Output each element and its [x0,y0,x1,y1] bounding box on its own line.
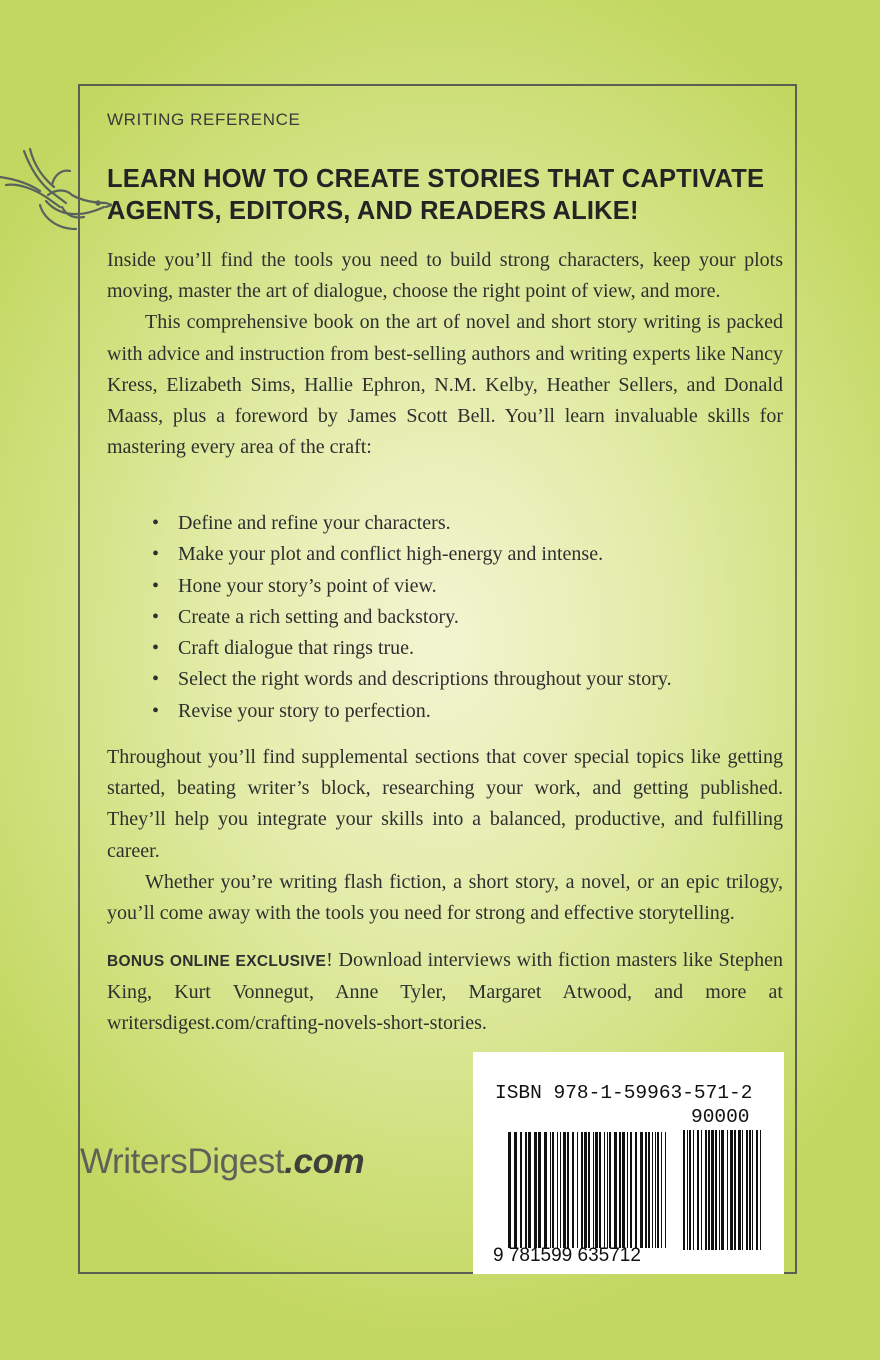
intro-paragraph: Inside you’ll find the tools you need to build strong characters, keep your plots moving, master the art of dialogue, choose the right point of view, and more. [107,249,783,303]
barcode-bar [749,1130,751,1250]
bonus-exclamation: ! [326,949,333,971]
barcode-panel [473,1052,784,1274]
barcode-bar [552,1132,554,1248]
barcode-bar [581,1132,583,1248]
publisher-suffix: .com [284,1142,365,1181]
supplemental-paragraph: Throughout you’ll find supplemental sections that cover special topics like getting started, beating writer’s block, researching your work, and getting published. They’ll help you integrate your skills into a balanced, productive, and fulfilling career. [107,746,783,862]
barcode-bar [584,1132,587,1248]
barcode-bar [701,1130,702,1250]
barcode-bar [645,1132,647,1248]
barcode-bar [619,1132,621,1248]
barcode-bar [683,1130,685,1250]
barcode-bar [738,1130,741,1250]
barcode-bar [697,1130,699,1250]
intro-section [107,245,783,463]
swallow-bird-icon [0,145,112,245]
barcode-bar [563,1132,566,1248]
barcode-bar [567,1132,569,1248]
list-item: • Craft dialogue that rings true. [150,633,790,664]
list-item: • Define and refine your characters. [150,508,790,539]
ean-barcode [508,1132,668,1248]
publisher-logo [80,1142,364,1182]
barcode-bar [727,1130,728,1250]
barcode-bar [719,1130,720,1250]
barcode-bar [560,1132,561,1248]
barcode-bar [693,1130,694,1250]
barcode-bar [614,1132,617,1248]
barcode-bar [721,1130,724,1250]
barcode-bar [622,1132,625,1248]
description-paragraph: This comprehensive book on the art of novel and short story writing is packed with advice and instruction from best-selling authors and writing experts like Nancy Kress, Elizabeth Sims, Hallie Ephron, N.M. Kelby, Heather Sellers, and Donald Maass, plus a foreword by James Scott Bell. You’ll learn invaluable skills for mastering every area of the craft: [107,311,783,459]
list-item: • Revise your story to perfection. [150,696,790,727]
ean-digits: 9 781599 635712 [493,1245,641,1266]
headline [107,163,787,227]
barcode-bar [588,1132,590,1248]
publisher-name: WritersDigest [80,1142,285,1181]
barcode-bar [514,1132,517,1248]
barcode-bar [577,1132,578,1248]
barcode-bar [742,1130,743,1250]
barcode-bar [689,1130,691,1250]
barcode-bar [734,1130,736,1250]
barcode-bar [652,1132,653,1248]
barcode-bar [635,1132,637,1248]
barcode-bar [661,1132,662,1248]
barcode-bar [648,1132,650,1248]
price-code: 90000 [691,1106,750,1128]
barcode-bar [657,1132,659,1248]
barcode-bar [640,1132,643,1248]
barcode-bar [630,1132,632,1248]
barcode-bar [627,1132,628,1248]
headline-line-2: AGENTS, EDITORS, AND READERS ALIKE! [107,197,639,225]
barcode-bar [604,1132,605,1248]
barcode-bar [528,1132,531,1248]
barcode-bar [520,1132,522,1248]
barcode-bar [705,1130,707,1250]
barcode-bar [557,1132,558,1248]
bonus-paragraph [107,945,783,1040]
barcode-bar [525,1132,527,1248]
barcode-bar [508,1132,511,1248]
barcode-bar [609,1132,611,1248]
barcode-bar [599,1132,601,1248]
barcode-bar [711,1130,714,1250]
barcode-bar [550,1132,551,1248]
isbn-label: ISBN 978-1-59963-571-2 [495,1082,753,1104]
list-item: • Create a rich setting and backstory. [150,602,790,633]
skills-list [150,508,790,727]
barcode-bar [595,1132,598,1248]
barcode-bar [572,1132,574,1248]
bonus-text: Download interviews with fiction masters like Stephen King, Kurt Vonnegut, Anne Tyler, Margaret Atwood, and more at writersdigest.com/crafting-novels-short-stories. [107,949,783,1035]
barcode-bar [687,1130,688,1250]
list-item: • Select the right words and descriptions throughout your story. [150,664,790,695]
bonus-section [107,945,783,1040]
barcode-bar [534,1132,537,1248]
barcode-bar [760,1130,761,1250]
barcode-bar [607,1132,608,1248]
barcode-bar [730,1130,733,1250]
barcode-bar [708,1130,710,1250]
barcode-bar [756,1130,758,1250]
barcode-bar [665,1132,666,1248]
headline-line-1: LEARN HOW TO CREATE STORIES THAT CAPTIVATE [107,165,765,193]
category-label: WRITING REFERENCE [107,110,301,129]
barcode-bar [544,1132,547,1248]
barcode-bar [655,1132,656,1248]
barcode-bar [593,1132,594,1248]
addon-barcode [683,1130,763,1250]
supplemental-section [107,742,783,929]
barcode-bar [746,1130,748,1250]
barcode-bar [538,1132,541,1248]
barcode-bar [752,1130,753,1250]
closing-paragraph: Whether you’re writing flash fiction, a short story, a novel, or an epic trilogy, you’ll come away with the tools you need for strong and effective storytelling. [107,870,783,925]
list-item: • Make your plot and conflict high-energy and intense. [150,539,790,570]
list-item: • Hone your story’s point of view. [150,571,790,602]
bonus-label: BONUS ONLINE EXCLUSIVE [107,953,327,970]
barcode-bar [715,1130,717,1250]
